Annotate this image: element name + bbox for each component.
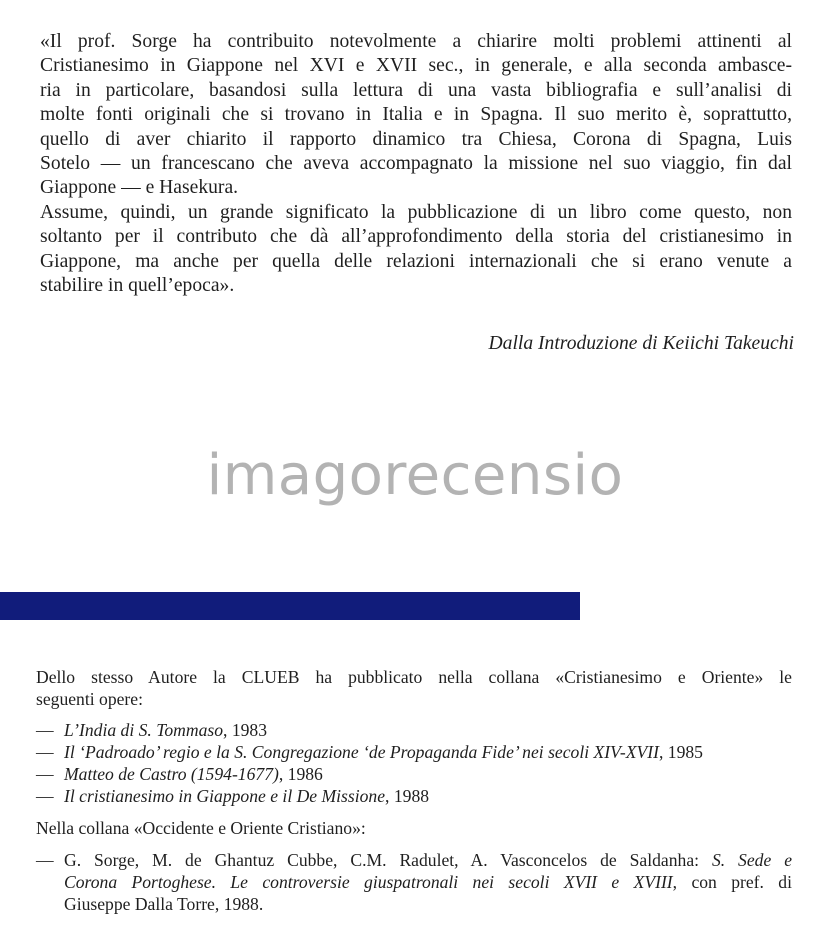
work-entry [36, 719, 792, 741]
bibliography-intro-continued: seguenti opere: [36, 689, 143, 709]
joint-work-line: Giuseppe Dalla Torre, 1988. [64, 894, 264, 914]
work-title: L’India di S. Tommaso [64, 720, 224, 740]
work-year: , 1983 [223, 720, 268, 740]
work-entry [36, 741, 792, 763]
watermark-text: imagorecensio [206, 443, 624, 508]
bibliography-section [36, 666, 792, 915]
joint-work-line [36, 871, 792, 893]
work-title: Il cristianesimo in Giappone e il De Missione [64, 786, 386, 806]
introduction-quote [40, 30, 792, 298]
quote-line: Sotelo — un francescano che aveva accompagnato la missione nel suo viaggio, fin dal [40, 153, 792, 175]
spacer [36, 839, 792, 849]
quote-line: soltanto per il contributo che dà all’approfondimento della storia del cristianesimo in [40, 226, 792, 248]
quote-line: Cristianesimo in Giappone nel XVI e XVII sec., in generale, e alla seconda ambasce- [40, 55, 792, 77]
quote-line: stabilire in quell’epoca». [40, 275, 235, 297]
spacer [36, 710, 792, 719]
list-dash: — [36, 764, 54, 784]
list-dash: — [36, 742, 54, 762]
joint-work-preface: , con pref. di [672, 872, 792, 892]
work-title: Matteo de Castro (1594-1677) [64, 764, 279, 784]
joint-work-title: S. Sede e [711, 850, 792, 870]
work-year: , 1986 [278, 764, 323, 784]
joint-work-line [36, 849, 792, 871]
spacer [36, 807, 792, 817]
quote-line: Giappone, ma anche per quella delle relazioni internazionali che si erano venute a [40, 250, 792, 272]
work-year: , 1985 [658, 742, 703, 762]
bibliography-intro: Dello stesso Autore la CLUEB ha pubblicato nella collana «Cristianesimo e Oriente» le [36, 667, 792, 687]
list-dash: — [36, 850, 54, 870]
joint-work-title-continued: Corona Portoghese. Le controversie giuspatronali nei secoli XVII e XVIII [64, 872, 673, 892]
quote-line: quello di aver chiarito il rapporto dinamico tra Chiesa, Corona di Spagna, Luis [40, 128, 792, 150]
joint-work-authors: G. Sorge, M. de Ghantuz Cubbe, C.M. Radulet, A. Vasconcelos de Saldanha: [64, 850, 712, 870]
list-dash: — [36, 720, 54, 740]
work-entry [36, 785, 792, 807]
work-title: Il ‘Padroado’ regio e la S. Congregazione ‘de Propaganda Fide’ nei secoli XIV-XVII [64, 742, 659, 762]
quote-line: «Il prof. Sorge ha contribuito notevolmente a chiarire molti problemi attinenti al [40, 31, 792, 52]
quote-line: molte fonti originali che si trovano in Italia e in Spagna. Il suo merito è, soprattutto, [40, 104, 792, 126]
work-entry [36, 763, 792, 785]
quote-attribution: Dalla Introduzione di Keiichi Takeuchi [488, 333, 794, 354]
second-series-heading: Nella collana «Occidente e Oriente Cristiano»: [36, 818, 366, 838]
quote-line: Assume, quindi, un grande significato la pubblicazione di un libro come questo, non [40, 201, 792, 223]
quote-line: Giappone — e Hasekura. [40, 177, 239, 199]
list-dash: — [36, 786, 54, 806]
decorative-band [0, 592, 580, 620]
quote-line: ria in particolare, basandosi sulla lettura di una vasta bibliografia e sull’analisi di [40, 79, 792, 101]
work-year: , 1988 [385, 786, 430, 806]
